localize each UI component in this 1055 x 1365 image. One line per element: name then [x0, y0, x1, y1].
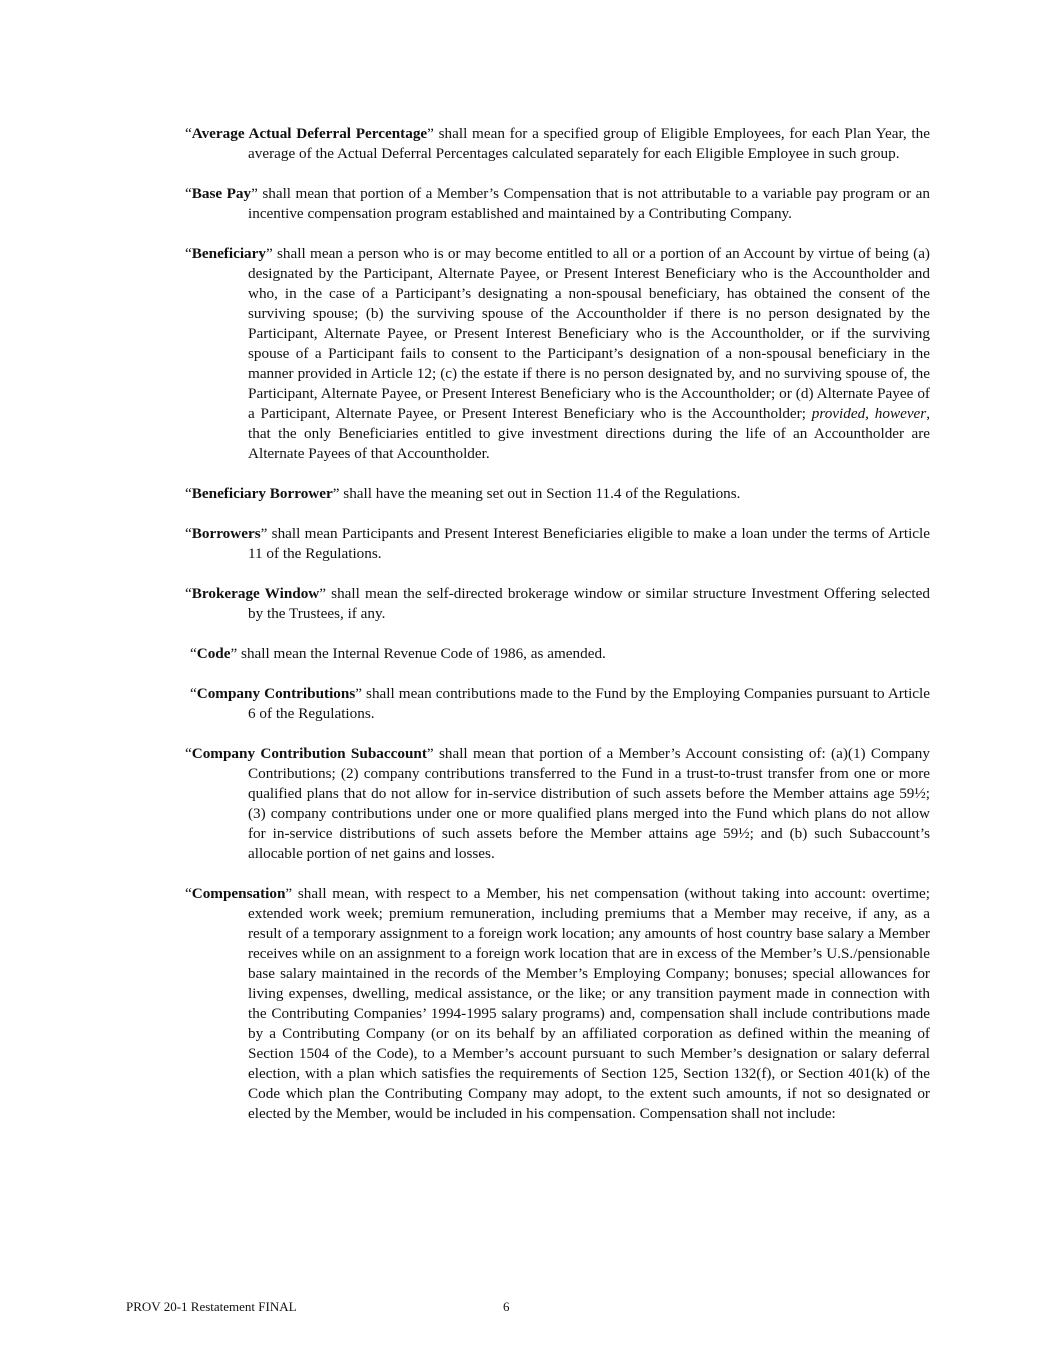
definition-text: ” shall mean contributions made to the Fund by the Employing Companies pursuant to Article 6 of the Regulations. — [248, 685, 930, 722]
open-quote: “ — [185, 885, 192, 902]
open-quote: “ — [185, 185, 192, 202]
definition-company-contribution-subaccount — [185, 744, 930, 864]
footer-document-name: PROV 20-1 Restatement FINAL — [126, 1299, 297, 1314]
definition-borrowers — [185, 524, 930, 564]
defined-term: Code — [196, 645, 231, 662]
open-quote: “ — [185, 525, 192, 542]
defined-term: Compensation — [191, 885, 286, 902]
definition-text: ” shall mean the self-directed brokerage window or similar structure Investment Offering selected by the Trustees, if any. — [248, 585, 930, 622]
defined-term: Base Pay — [191, 185, 252, 202]
footer-page-number: 6 — [503, 1299, 510, 1314]
defined-term: Borrowers — [191, 525, 261, 542]
definition-text: ” shall mean for a specified group of Eligible Employees, for each Plan Year, the average of the Actual Deferral Percentages calculated separately for each Eligible Employee in such group. — [248, 125, 930, 162]
open-quote: “ — [185, 485, 192, 502]
definition-text: ” shall mean, with respect to a Member, his net compensation (without taking into account: overtime; extended work week; premium remuneration, including premiums that a Member may receive, if any, as a result of a temporary assignment to a foreign work location; any amounts of host country base salary a Member receives while on an assignment to a foreign work location that are in excess of the Member’s U.S./pensionable base salary maintained in the records of the Member’s Employing Company; bonuses; special allowances for living expenses, dwelling, medical assistance, or the like; or any transition payment made in connection with the Contributing Companies’ 1994-1995 salary programs) and, compensation shall include contributions made by a Contributing Company (or on its behalf by an affiliated corporation as defined within the meaning of Section 1504 of the Code), to a Member’s account pursuant to such Member’s designation or salary deferral election, with a plan which satisfies the requirements of Section 125, Section 132(f), or Section 401(k) of the Code which plan the Contributing Company may adopt, to the extent such amounts, if not so designated or elected by the Member, would be included in his compensation. Compensation shall not include: — [248, 885, 930, 1122]
open-quote: “ — [185, 245, 192, 262]
definitions-list — [185, 124, 930, 1144]
definition-beneficiary — [185, 244, 930, 464]
definition-text: ” shall mean that portion of a Member’s Account consisting of: (a)(1) Company Contributions; (2) company contributions transferred to the Fund in a trust-to-trust transfer from one or more qualified plans that do not allow for in-service distribution of such assets before the Member attains age 59½; (3) company contributions under one or more qualified plans merged into the Fund which plans do not allow for in-service distributions of such assets before the Member attains age 59½; and (b) such Subaccount’s allocable portion of net gains and losses. — [248, 745, 930, 862]
definition-beneficiary-borrower — [185, 484, 930, 504]
definition-text: ” shall mean Participants and Present Interest Beneficiaries eligible to make a loan under the terms of Article 11 of the Regulations. — [248, 525, 930, 562]
open-quote: “ — [190, 645, 197, 662]
definition-company-contributions — [185, 684, 930, 724]
defined-term: Company Contribution Subaccount — [191, 745, 427, 762]
defined-term: Company Contributions — [196, 685, 356, 702]
defined-term: Beneficiary — [191, 245, 266, 262]
definition-average-actual-deferral-percentage — [185, 124, 930, 164]
definition-text: ” shall mean a person who is or may become entitled to all or a portion of an Account by virtue of being (a) designated by the Participant, Alternate Payee, or Present Interest Beneficiary who is the Accountholder and who, in the case of a Participant’s designating a non-spousal beneficiary, has obtained the consent of the surviving spouse; (b) the surviving spouse of the Accountholder if there is no person designated by the Participant, Alternate Payee, or Present Interest Beneficiary who is the Accountholder, or if the surviving spouse of a Participant fails to consent to the Participant’s designation of a non-spousal beneficiary in the manner provided in Article 12; (c) the estate if there is no person designated by, and no surviving spouse of, the Participant, Alternate Payee, or Present Interest Beneficiary who is the Accountholder; or (d) Alternate Payee of a Participant, Alternate Payee, or Present Interest Beneficiary who is the Accountholder; — [248, 245, 930, 422]
definition-text: ” shall have the meaning set out in Section 11.4 of the Regulations. — [332, 485, 741, 502]
open-quote: “ — [185, 125, 192, 142]
definition-compensation — [185, 884, 930, 1124]
open-quote: “ — [185, 745, 192, 762]
definition-base-pay — [185, 184, 930, 224]
definition-text-continued: , that the only Beneficiaries entitled to give investment directions during the life of an Accountholder are Alternate Payees of that Accountholder. — [248, 405, 931, 462]
definition-text: ” shall mean the Internal Revenue Code of 1986, as amended. — [230, 645, 606, 662]
definition-italic-text: provided, however — [811, 405, 927, 422]
definition-code — [185, 644, 930, 664]
defined-term: Brokerage Window — [191, 585, 320, 602]
definition-brokerage-window — [185, 584, 930, 624]
defined-term: Average Actual Deferral Percentage — [191, 125, 428, 142]
defined-term: Beneficiary Borrower — [191, 485, 333, 502]
open-quote: “ — [185, 585, 192, 602]
definition-text: ” shall mean that portion of a Member’s Compensation that is not attributable to a variable pay program or an incentive compensation program established and maintained by a Contributing Company. — [248, 185, 930, 222]
open-quote: “ — [190, 685, 197, 702]
